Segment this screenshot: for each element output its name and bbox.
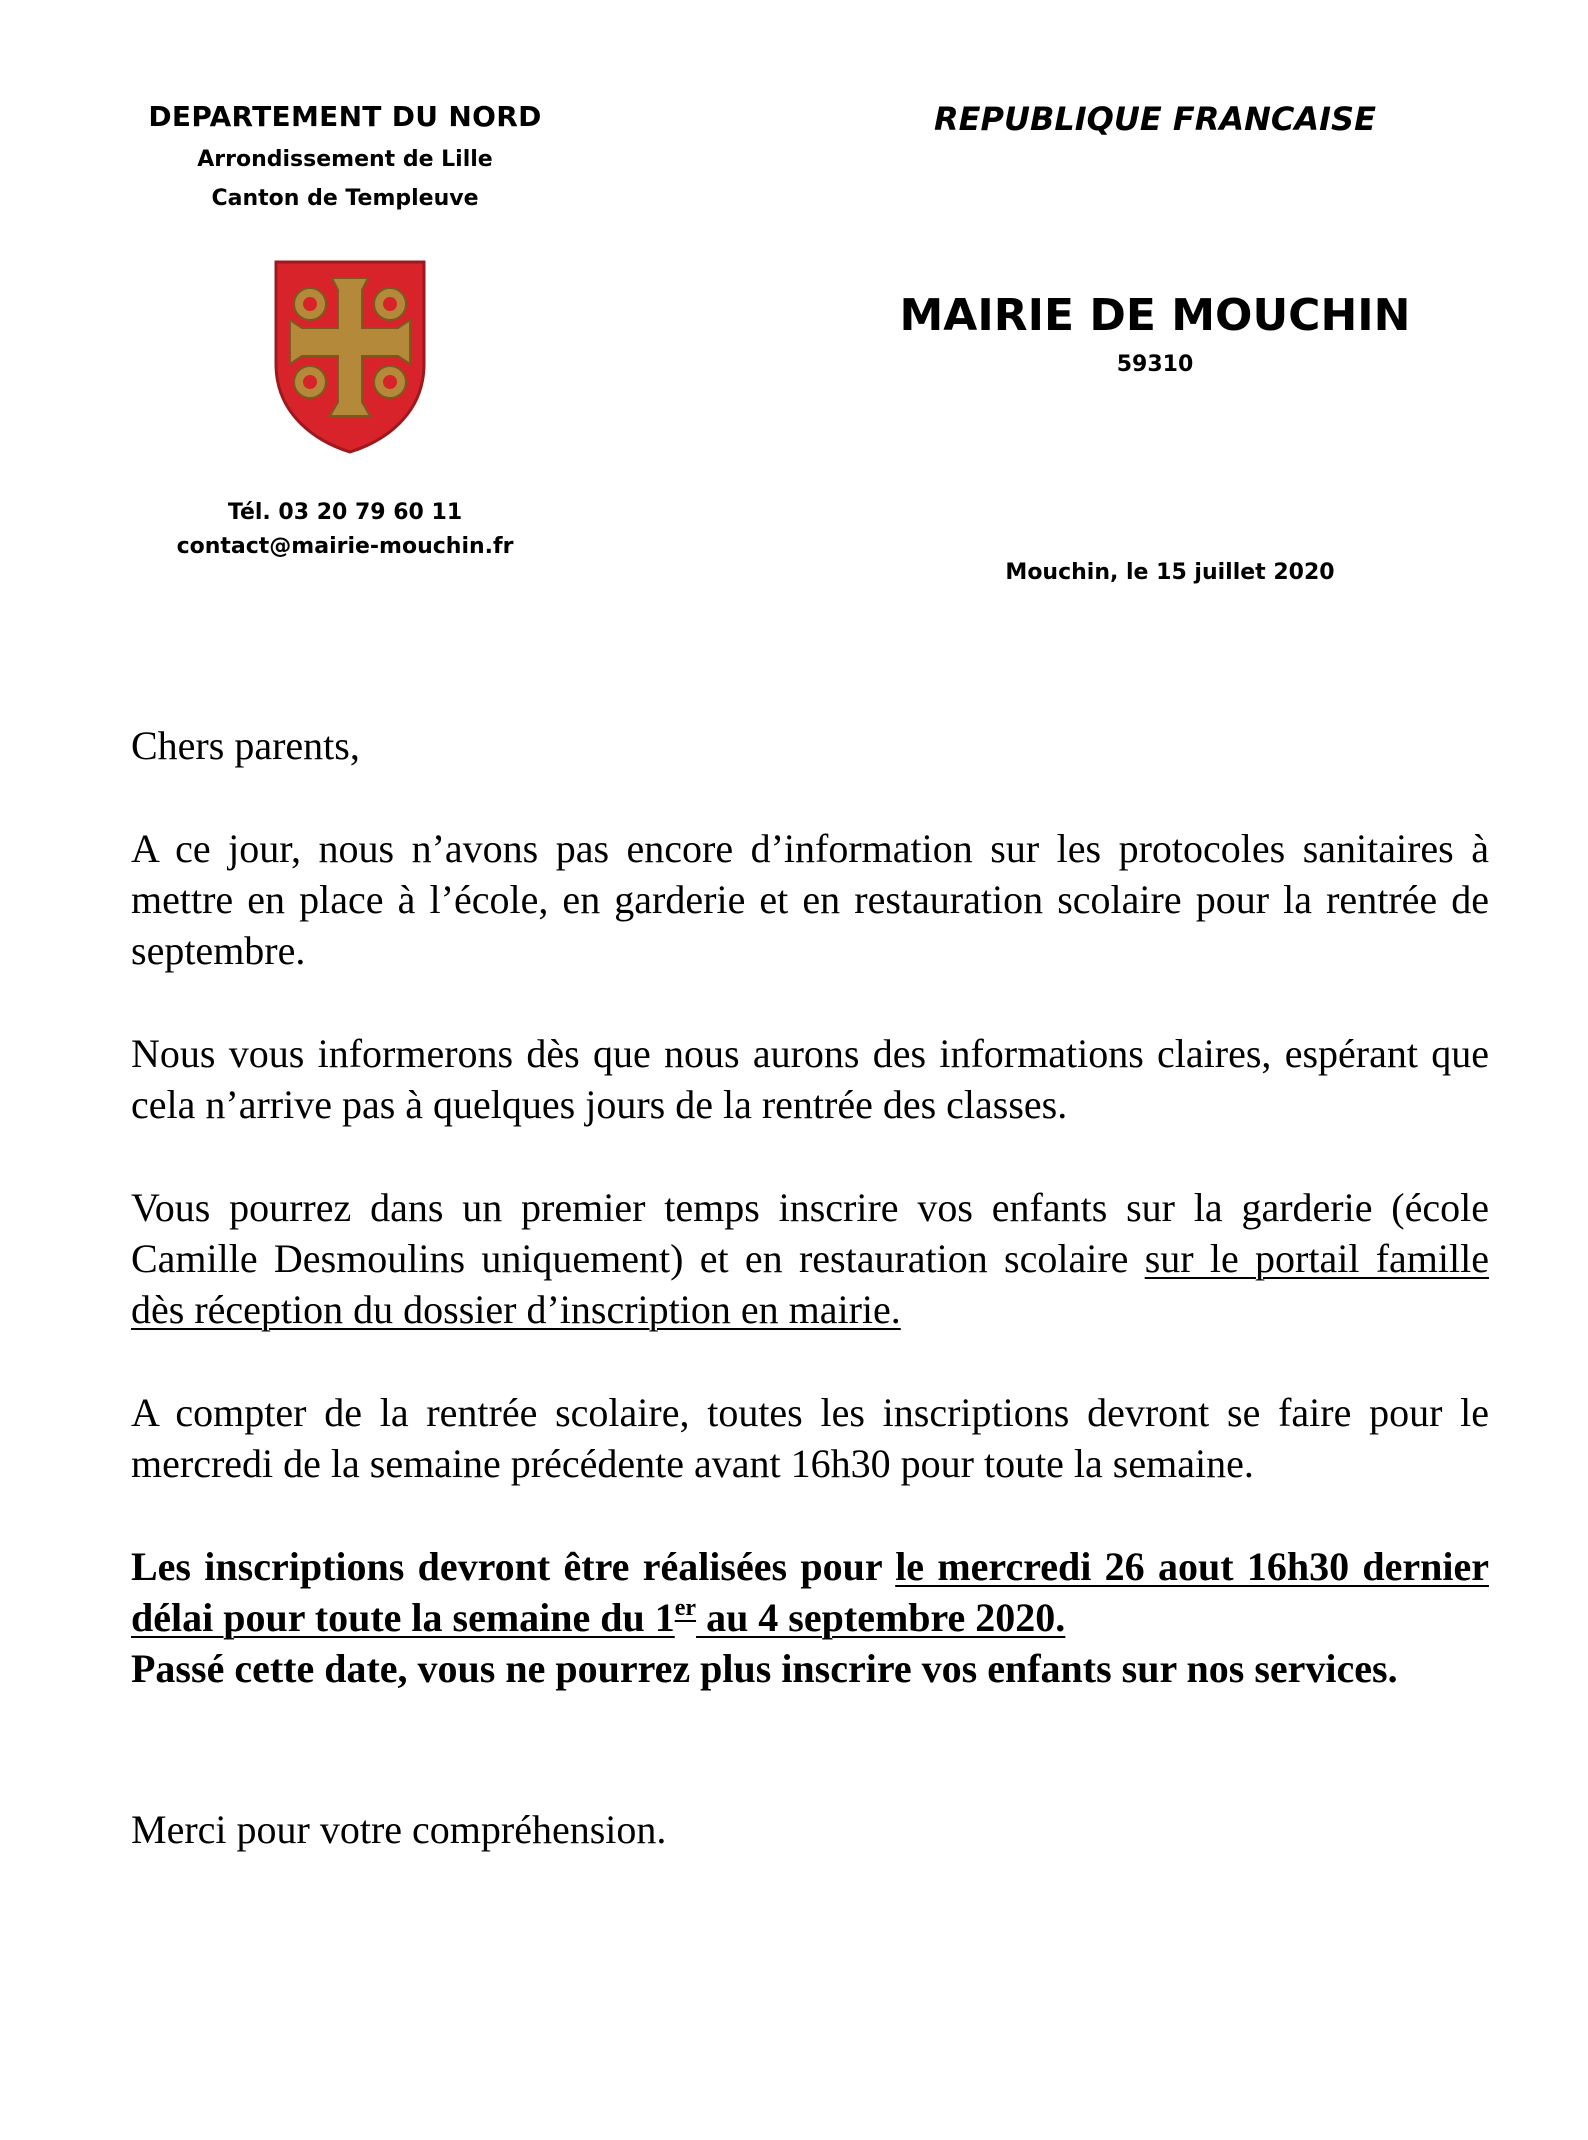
paragraph-2: Nous vous informerons dès que nous aurons des informations claires, espérant que cela n’arrive pas à quelques jours de la rentrée des classes.: [131, 1031, 1489, 1127]
department-name: DEPARTEMENT DU NORD: [148, 100, 542, 133]
arrondissement-name: Arrondissement de Lille: [197, 147, 493, 172]
canton-name: Canton de Templeuve: [211, 186, 479, 211]
closing-line: Merci pour votre compréhension.: [131, 1807, 667, 1852]
ordinal-suffix: er: [674, 1595, 697, 1621]
paragraph-3-text: Vous pourrez dans un premier temps inscrire vos enfants sur la garderie (école Camille Desmoulins uniquement) et en restauration scolaire: [131, 1185, 1489, 1281]
phone-number: Tél. 03 20 79 60 11: [227, 500, 463, 525]
letter-date: Mouchin, le 15 juillet 2020: [1005, 560, 1335, 585]
contact-block: [130, 496, 560, 564]
paragraph-1: A ce jour, nous n’avons pas encore d’information sur les protocoles sanitaires à mettre en place à l’école, en garderie et en restauration scolaire pour la rentrée de septembre.: [131, 826, 1489, 973]
municipal-header-left: [130, 100, 560, 211]
paragraph-6: Passé cette date, vous ne pourrez plus inscrire vos enfants sur nos services.: [131, 1646, 1398, 1691]
paragraph-5-text: Les inscriptions devront être réalisées pour: [131, 1544, 896, 1589]
greeting: Chers parents,: [131, 723, 360, 768]
coat-of-arms-icon: [270, 256, 430, 456]
paragraph-3-underlined: sur le portail famille dès réception du dossier d’inscription en mairie.: [131, 1236, 1489, 1332]
postal-code: 59310: [1116, 352, 1194, 377]
paragraph-5-deadline-end: au 4 septembre 2020.: [696, 1595, 1066, 1640]
paragraph-4: A compter de la rentrée scolaire, toutes les inscriptions devront se faire pour le mercredi de la semaine précédente avant 16h30 pour toute la semaine.: [131, 1390, 1489, 1486]
letter-body: [131, 720, 1489, 1855]
mairie-title: MAIRIE DE MOUCHIN: [899, 290, 1411, 341]
republic-title: REPUBLIQUE FRANCAISE: [934, 100, 1376, 138]
paragraph-3: [131, 1182, 1489, 1335]
paragraph-5: [131, 1541, 1489, 1643]
email-address: contact@mairie-mouchin.fr: [176, 534, 514, 559]
paragraph-5-deadline: le mercredi 26 aout 16h30 dernier délai pour toute la semaine du 1: [131, 1544, 1489, 1640]
